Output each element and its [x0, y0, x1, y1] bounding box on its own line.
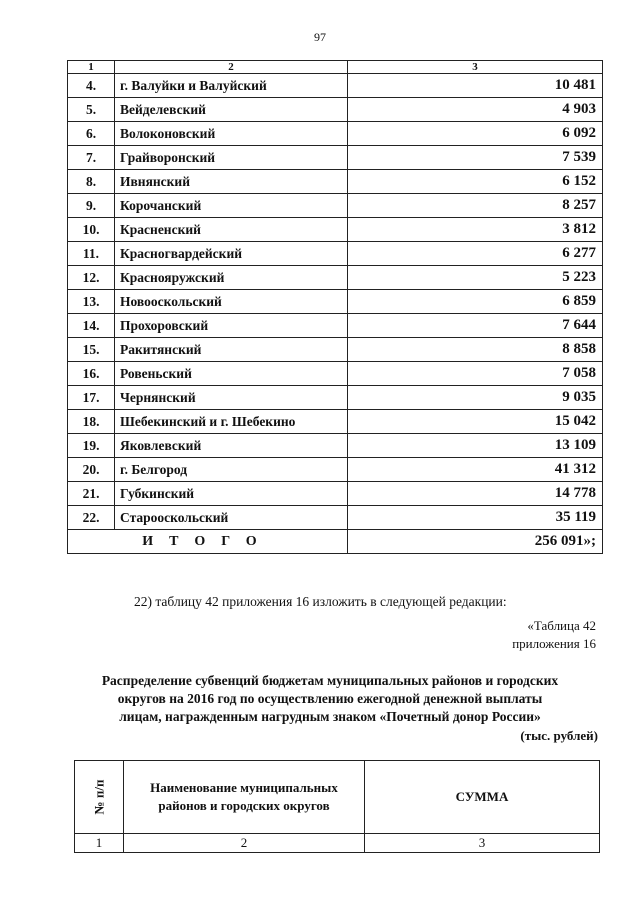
subsidy-value: 9 035: [348, 386, 603, 410]
district-name: Ракитянский: [115, 338, 348, 362]
row-number: 21.: [68, 482, 115, 506]
table-row: [68, 482, 603, 506]
heading-line-3: лицам, награжденным нагрудным знаком «Почетный донор России»: [119, 709, 541, 724]
table-row: [68, 338, 603, 362]
table-row: [68, 74, 603, 98]
table-row: [68, 290, 603, 314]
column-number-1: 1: [75, 834, 124, 853]
column-number-2: 2: [124, 834, 365, 853]
row-number: 18.: [68, 410, 115, 434]
subsidy-value: 6 277: [348, 242, 603, 266]
district-name: Ровеньский: [115, 362, 348, 386]
row-number: 4.: [68, 74, 115, 98]
subsidy-value: 7 539: [348, 146, 603, 170]
table-header-row: [75, 761, 600, 834]
subsidy-value: 4 903: [348, 98, 603, 122]
district-name: Ивнянский: [115, 170, 348, 194]
header-number: № п/п: [75, 761, 124, 834]
row-number: 22.: [68, 506, 115, 530]
table-row: [68, 314, 603, 338]
district-name: Красненский: [115, 218, 348, 242]
row-number: 5.: [68, 98, 115, 122]
row-number: 19.: [68, 434, 115, 458]
subsidy-value: 7 058: [348, 362, 603, 386]
total-value: 256 091»;: [348, 530, 603, 554]
subsidy-value: 10 481: [348, 74, 603, 98]
table-note-appendix: приложения 16: [512, 636, 596, 651]
row-number: 6.: [68, 122, 115, 146]
districts-table: [67, 60, 603, 554]
row-number: 16.: [68, 362, 115, 386]
district-name: Шебекинский и г. Шебекино: [115, 410, 348, 434]
units-label: (тыс. рублей): [520, 728, 598, 743]
district-name: Корочанский: [115, 194, 348, 218]
heading-line-1: Распределение субвенций бюджетам муниципальных районов и городских: [101, 673, 559, 688]
row-number: 8.: [68, 170, 115, 194]
district-name: г. Белгород: [115, 458, 348, 482]
section-heading: [60, 672, 600, 726]
table-header-row: [68, 61, 603, 74]
page-number: 97: [314, 30, 326, 44]
table-note-title: «Таблица 42: [527, 618, 596, 633]
district-name: Прохоровский: [115, 314, 348, 338]
header-sum: СУММА: [365, 761, 600, 834]
subsidy-value: 35 119: [348, 506, 603, 530]
subsidy-value: 3 812: [348, 218, 603, 242]
table-row: [68, 434, 603, 458]
subsidy-value: 7 644: [348, 314, 603, 338]
row-number: 7.: [68, 146, 115, 170]
column-number-1: 1: [68, 61, 115, 74]
table-row: [68, 218, 603, 242]
heading-line-2: округов на 2016 год по осуществлению ежегодной денежной выплаты: [117, 691, 543, 706]
row-number: 15.: [68, 338, 115, 362]
column-number-2: 2: [115, 61, 348, 74]
district-name: Грайворонский: [115, 146, 348, 170]
district-name: Губкинский: [115, 482, 348, 506]
table-row: [68, 458, 603, 482]
district-name: Старооскольский: [115, 506, 348, 530]
row-number: 13.: [68, 290, 115, 314]
table-row: [68, 386, 603, 410]
district-name: Яковлевский: [115, 434, 348, 458]
subsidy-value: 8 858: [348, 338, 603, 362]
subsidy-value: 15 042: [348, 410, 603, 434]
district-name: Краснояружский: [115, 266, 348, 290]
subsidy-value: 6 152: [348, 170, 603, 194]
table-row: [68, 194, 603, 218]
table-row: [68, 410, 603, 434]
table-row: [68, 98, 603, 122]
subsidy-value: 13 109: [348, 434, 603, 458]
row-number: 17.: [68, 386, 115, 410]
instruction-text: 22) таблицу 42 приложения 16 изложить в следующей редакции:: [134, 594, 507, 609]
table-row: [68, 122, 603, 146]
row-number: 9.: [68, 194, 115, 218]
subsidy-value: 41 312: [348, 458, 603, 482]
subsidy-table: [74, 760, 600, 853]
table-row: [68, 146, 603, 170]
row-number: 12.: [68, 266, 115, 290]
total-row: [68, 530, 603, 554]
subsidy-value: 6 092: [348, 122, 603, 146]
row-number: 11.: [68, 242, 115, 266]
row-number: 10.: [68, 218, 115, 242]
table-row: [68, 266, 603, 290]
table-row: [68, 506, 603, 530]
column-number-3: 3: [348, 61, 603, 74]
district-name: Красногвардейский: [115, 242, 348, 266]
district-name: г. Валуйки и Валуйский: [115, 74, 348, 98]
table-row: [68, 242, 603, 266]
subsidy-value: 5 223: [348, 266, 603, 290]
table-row: [68, 170, 603, 194]
subsidy-value: 6 859: [348, 290, 603, 314]
header-name: Наименование муниципальных районов и городских округов: [124, 761, 365, 834]
district-name: Чернянский: [115, 386, 348, 410]
district-name: Новооскольский: [115, 290, 348, 314]
district-name: Волоконовский: [115, 122, 348, 146]
total-label: ИТОГО: [68, 530, 348, 554]
column-numbers-row: [75, 834, 600, 853]
subsidy-value: 8 257: [348, 194, 603, 218]
subsidy-value: 14 778: [348, 482, 603, 506]
row-number: 20.: [68, 458, 115, 482]
district-name: Вейделевский: [115, 98, 348, 122]
column-number-3: 3: [365, 834, 600, 853]
table-row: [68, 362, 603, 386]
row-number: 14.: [68, 314, 115, 338]
